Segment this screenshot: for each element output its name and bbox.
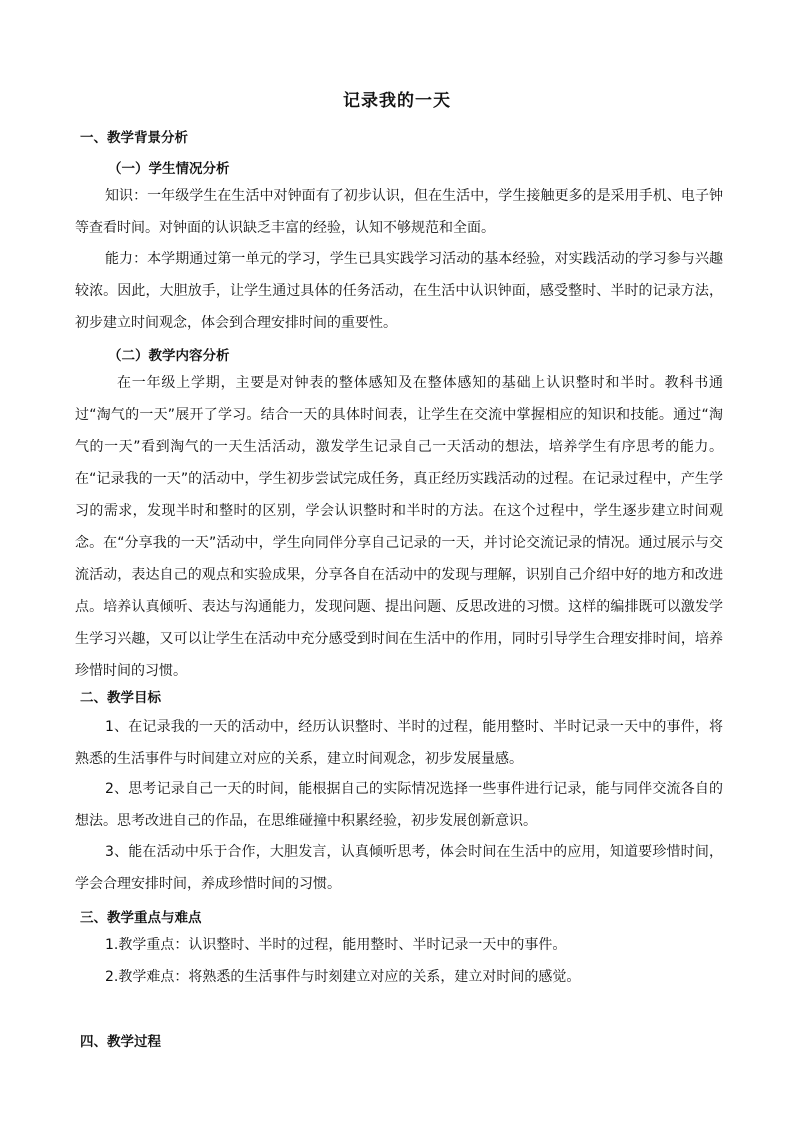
paragraph-key-point: 1.教学重点：认识整时、半时的过程，能用整时、半时记录一天中的事件。 bbox=[105, 937, 567, 953]
subsection-heading-content: （二）教学内容分析 bbox=[108, 348, 230, 364]
section-heading-objectives: 二、教学目标 bbox=[80, 690, 161, 706]
paragraph-difficulty: 2.教学难点：将熟悉的生活事件与时刻建立对应的关系，建立对时间的感觉。 bbox=[105, 969, 581, 985]
paragraph-objective-2: 2、思考记录自己一天的时间，能根据自己的实际情况选择一些事件进行记录，能与同伴交流各自的想法。思考改进自己的作品，在思维碰撞中积累经验，初步发展创新意识。 bbox=[75, 781, 723, 829]
paragraph-knowledge: 知识：一年级学生在生活中对钟面有了初步认识，但在生活中，学生接触更多的是采用手机、电子钟等查看时间。对钟面的认识缺乏丰富的经验，认知不够规范和全面。 bbox=[75, 188, 723, 236]
section-heading-process: 四、教学过程 bbox=[80, 1034, 161, 1050]
paragraph-ability: 能力：本学期通过第一单元的学习，学生已具实践学习活动的基本经验，对实践活动的学习参与兴趣较浓。因此，大胆放手，让学生通过具体的任务活动，在生活中认识钟面，感受整时、半时的记录方法，初步建立时间观念，体会到合理安排时间的重要性。 bbox=[75, 251, 723, 331]
document-title: 记录我的一天 bbox=[343, 91, 451, 111]
subsection-heading-students: （一）学生情况分析 bbox=[108, 161, 230, 177]
paragraph-objective-1: 1、在记录我的一天的活动中，经历认识整时、半时的过程，能用整时、半时记录一天中的事件，将熟悉的生活事件与时间建立对应的关系，建立时间观念，初步发展量感。 bbox=[75, 719, 723, 767]
section-heading-background: 一、教学背景分析 bbox=[80, 130, 188, 146]
section-heading-key-points: 三、教学重点与难点 bbox=[80, 910, 202, 926]
paragraph-content-analysis: 在一年级上学期，主要是对钟表的整体感知及在整体感知的基础上认识整时和半时。教科书通过“淘气的一天”展开了学习。结合一天的具体时间表，让学生在交流中掌握相应的知识和技能。通过“淘气的一天”看到淘气的一天生活活动，激发学生记录自己一天活动的想法，培养学生有序思考的能力。在“记录我的一天”的活动中，学生初步尝试完成任务，真正经历实践活动的过程。在记录过程中，产生学习的需求，发现半时和整时的区别，学会认识整时和半时的方法。在这个过程中，学生逐步建立时间观念。在“分享我的一天”活动中，学生向同伴分享自己记录的一天，并讨论交流记录的情况。通过展示与交流活动，表达自己的观点和实验成果，分享各自在活动中的发现与理解，识别自己介绍中好的地方和改进点。培养认真倾听、表达与沟通能力，发现问题、提出问题、反思改进的习惯。这样的编排既可以激发学生学习兴趣，又可以让学生在活动中充分感受到时间在生活中的作用，同时引导学生合理安排时间，培养珍惜时间的习惯。 bbox=[75, 375, 723, 679]
paragraph-objective-3: 3、能在活动中乐于合作，大胆发言，认真倾听思考，体会时间在生活中的应用，知道要珍惜时间，学会合理安排时间，养成珍惜时间的习惯。 bbox=[75, 844, 723, 892]
